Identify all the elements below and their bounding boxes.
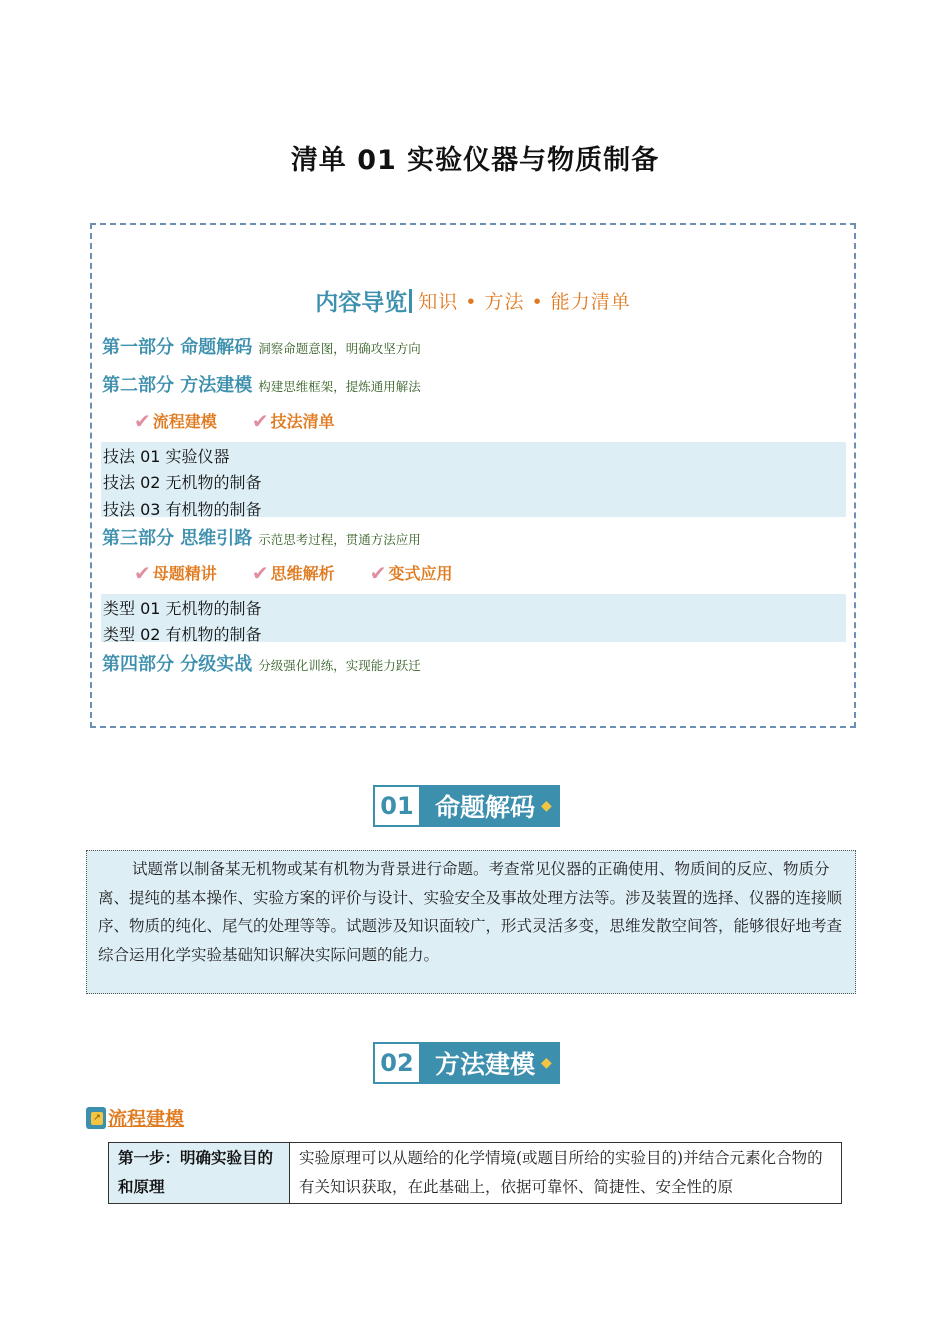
overview-heading-main: 内容导览 (315, 290, 408, 316)
part-4-row (102, 650, 421, 676)
part-3-desc: 示范思考过程，贯通方法应用 (258, 532, 421, 547)
intro-paragraph: 试题常以制备某无机物或某有机物为背景进行命题。考查常见仪器的正确使用、物质间的反应、物质分离、提纯的基本操作、实验方案的评价与设计、实验安全及事故处理方法等。涉及装置的选择、仪器的连接顺序、物质的纯化、尾气的处理等等。试题涉及知识面较广，形式灵活多变，思维发散空间答，能够很好地考查综合运用化学实验基础知识解决实际问题的能力。 (98, 860, 843, 964)
document-title: 清单 01 实验仪器与物质制备 (290, 145, 660, 176)
type-item-1: 类型 01 无机物的制备 (103, 599, 262, 618)
type-item-2: 类型 02 有机物的制备 (103, 625, 262, 644)
part-2-checks (134, 409, 365, 432)
step-table (108, 1142, 842, 1204)
section-name-box (421, 785, 560, 827)
part-3-checks (134, 561, 483, 584)
check-icon: ✔ (134, 560, 151, 585)
check-icon: ✔ (251, 560, 269, 585)
technique-item-3: 技法 03 有机物的制备 (103, 500, 262, 519)
flow-modeling-label: 流程建模 (108, 1108, 185, 1130)
part-3-row (102, 524, 421, 550)
section-name: 命题解码 (435, 793, 536, 822)
section-name-box (421, 1042, 560, 1084)
flowchart-icon: ↗ (86, 1107, 106, 1129)
step-title: 第一步：明确实验目的和原理 (109, 1143, 290, 1204)
check-icon: ✔ (369, 560, 387, 585)
table-row (109, 1143, 842, 1204)
part-1-title: 第一部分 命题解码 (102, 337, 253, 358)
section-number: 01 (373, 785, 421, 827)
step-content: 实验原理可以从题给的化学情境(或题目所给的实验目的)并结合元素化合物的有关知识获取，在此基础上，依据可靠怀、简捷性、安全性的原 (290, 1143, 842, 1204)
flow-modeling-heading (86, 1104, 184, 1131)
overview-heading (90, 284, 856, 317)
part-2-desc: 构建思维框架，提炼通用解法 (258, 379, 421, 394)
check-technique-list: ✔ 技法清单 (251, 408, 335, 433)
overview-heading-sub: 知识 • 方法 • 能力清单 (418, 291, 631, 313)
diamond-icon: ◆ (541, 798, 552, 814)
section-name: 方法建模 (435, 1050, 536, 1079)
section-02-badge (373, 1042, 560, 1084)
part-1-row (102, 333, 421, 359)
diamond-icon: ◆ (541, 1055, 552, 1071)
part-4-desc: 分级强化训练，实现能力跃迁 (258, 658, 421, 673)
part-2-row (102, 371, 421, 397)
check-icon: ✔ (251, 408, 269, 433)
check-flow-modeling: ✔ 流程建模 (134, 408, 217, 433)
heading-divider (409, 289, 412, 313)
technique-item-2: 技法 02 无机物的制备 (103, 473, 262, 492)
section-01-badge (373, 785, 560, 827)
check-mother-problem: ✔ 母题精讲 (134, 560, 217, 585)
part-2-title: 第二部分 方法建模 (102, 375, 253, 396)
check-icon: ✔ (134, 408, 151, 433)
part-4-title: 第四部分 分级实战 (102, 654, 253, 675)
check-variant-application: ✔ 变式应用 (369, 560, 453, 585)
section-number: 02 (373, 1042, 421, 1084)
part-3-title: 第三部分 思维引路 (102, 528, 253, 549)
technique-item-1: 技法 01 实验仪器 (103, 447, 230, 466)
check-thinking-analysis: ✔ 思维解析 (251, 560, 335, 585)
part-1-desc: 洞察命题意图，明确攻坚方向 (258, 341, 421, 356)
